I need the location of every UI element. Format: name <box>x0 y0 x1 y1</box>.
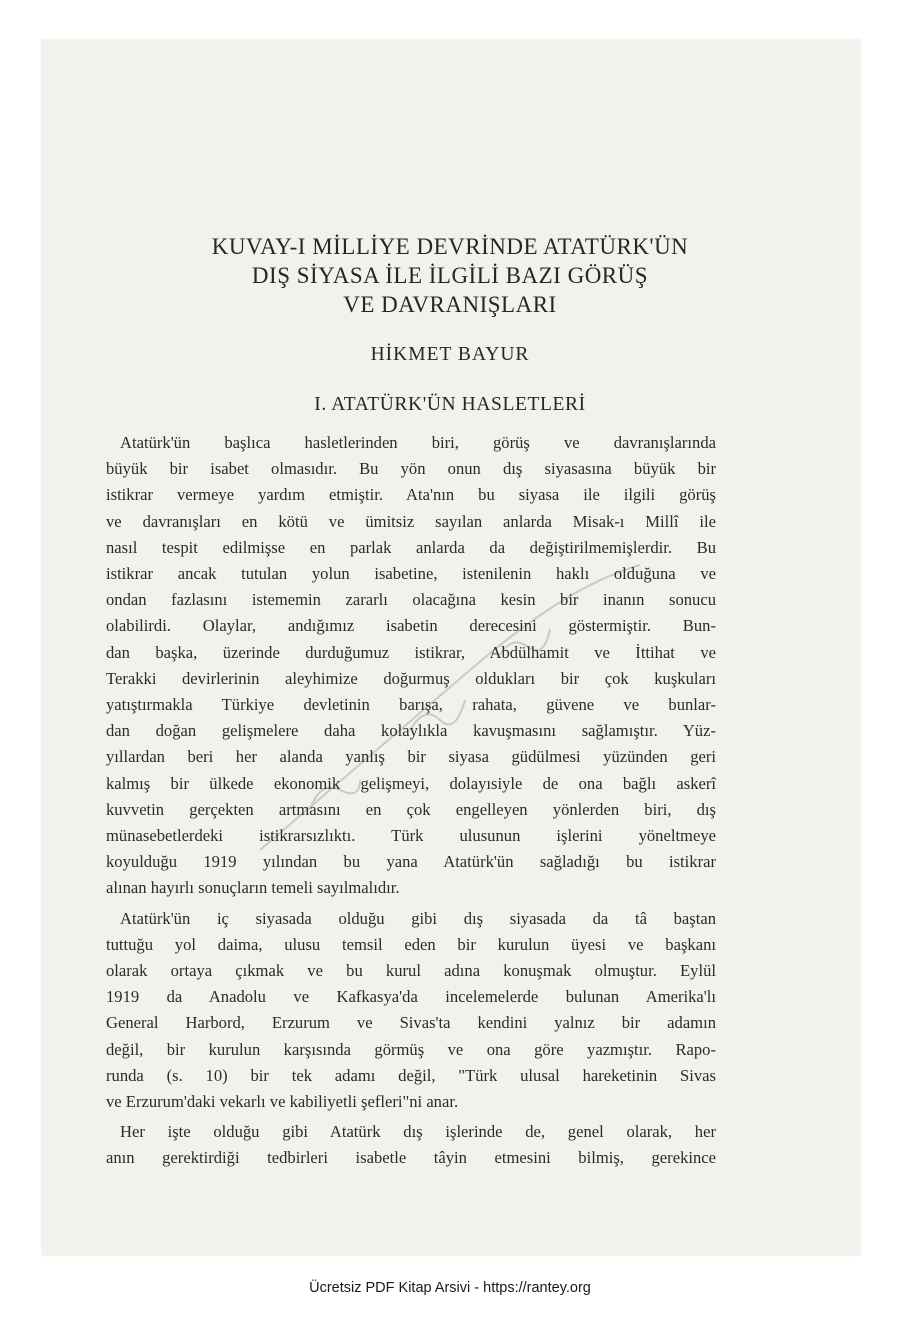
text-line: runda (s. 10) bir tek adamı değil, "Türk ulusal hareketinin Sivas <box>106 1065 716 1085</box>
title-line-3: VE DAVRANIŞLARI <box>343 292 557 317</box>
text-line: olarak ortaya çıkmak ve bu kurul adına konuşmak olmuştur. Eylül <box>106 961 716 981</box>
article-body <box>106 430 716 1172</box>
text-line: olabilirdi. Olaylar, andığımız isabetin derecesini göstermiştir. Bun- <box>106 616 716 636</box>
paragraph <box>106 430 716 902</box>
text-line: Atatürk'ün başlıca hasletlerinden biri, görüş ve davranışlarında <box>120 433 716 452</box>
text-line: anın gerektirdiği tedbirleri isabetle tâyin etmesini bilmiş, gerekince <box>106 1148 716 1168</box>
text-line: kuvvetin gerçekten artmasını en çok engelleyen yönlerden biri, dış <box>106 799 716 819</box>
text-line: değil, bir kurulun karşısında görmüş ve ona göre yazmıştır. Rapo- <box>106 1039 716 1059</box>
article-title <box>0 232 900 319</box>
text-line: yatıştırmakla Türkiye devletinin barışa, rahata, güvene ve bunlar- <box>106 695 716 715</box>
text-line: ondan fazlasını istememin zararlı olacağına kesin bir inanın sonucu <box>106 590 716 610</box>
text-line: nasıl tespit edilmişse en parlak anlarda da değiştirilmemişlerdir. Bu <box>106 537 716 557</box>
text-line: General Harbord, Erzurum ve Sivas'ta kendini yalnız bir adamın <box>106 1013 716 1033</box>
text-line: 1919 da Anadolu ve Kafkasya'da incelemelerde bulunan Amerika'lı <box>106 987 716 1007</box>
paragraph <box>106 906 716 1116</box>
text-line: yıllardan beri her alanda yanlış bir siyasa güdülmesi yüzünden geri <box>106 747 716 767</box>
title-line-1: KUVAY-I MİLLİYE DEVRİNDE ATATÜRK'ÜN <box>211 234 689 259</box>
text-line: dan başka, üzerinde durduğumuz istikrar, Abdülhamit ve İttihat ve <box>106 642 716 662</box>
text-line: alınan hayırlı sonuçların temeli sayılmalıdır. <box>106 878 400 898</box>
text-line: ve Erzurum'daki vekarlı ve kabiliyetli şefleri"ni anar. <box>106 1092 459 1112</box>
section-heading: I. ATATÜRK'ÜN HASLETLERİ <box>314 394 586 415</box>
author-name: HİKMET BAYUR <box>370 344 530 365</box>
text-line: Her işte olduğu gibi Atatürk dış işlerinde de, genel olarak, her <box>120 1122 716 1142</box>
text-line: Terakki devirlerinin aleyhimize doğurmuş oldukları bir çok kuşkuları <box>106 668 716 688</box>
paragraph <box>106 1119 716 1171</box>
text-line: tuttuğu yol daima, ulusu temsil eden bir kurulun üyesi ve başkanı <box>106 934 716 954</box>
text-line: kalmış bir ülkede ekonomik gelişmeyi, dolayısiyle de ona bağlı askerî <box>106 773 716 793</box>
text-line: istikrar ancak tutulan yolun isabetine, istenilenin haklı olduğuna ve <box>106 564 716 584</box>
text-line: koyulduğu 1919 yılından bu yana Atatürk'ün sağladığı bu istikrar <box>106 852 716 872</box>
footer-source: Ücretsiz PDF Kitap Arsivi - https://rantey.org <box>309 1280 591 1296</box>
title-line-2: DIŞ SİYASA İLE İLGİLİ BAZI GÖRÜŞ <box>251 263 649 288</box>
text-line: münasebetlerdeki istikrarsızlıktı. Türk ulusunun işlerini yöneltmeye <box>106 826 716 846</box>
text-line: ve davranışları en kötü ve ümitsiz sayılan anlarda Misak-ı Millî ile <box>106 511 716 531</box>
text-line: Atatürk'ün iç siyasada olduğu gibi dış siyasada da tâ baştan <box>120 908 716 928</box>
text-line: dan doğan gelişmelere daha kolaylıkla kavuşmasını sağlamıştır. Yüz- <box>106 721 716 741</box>
text-line: büyük bir isabet olmasıdır. Bu yön onun dış siyasasına büyük bir <box>106 459 716 479</box>
text-line: istikrar vermeye yardım etmiştir. Ata'nın bu siyasa ile ilgili görüş <box>106 485 716 505</box>
